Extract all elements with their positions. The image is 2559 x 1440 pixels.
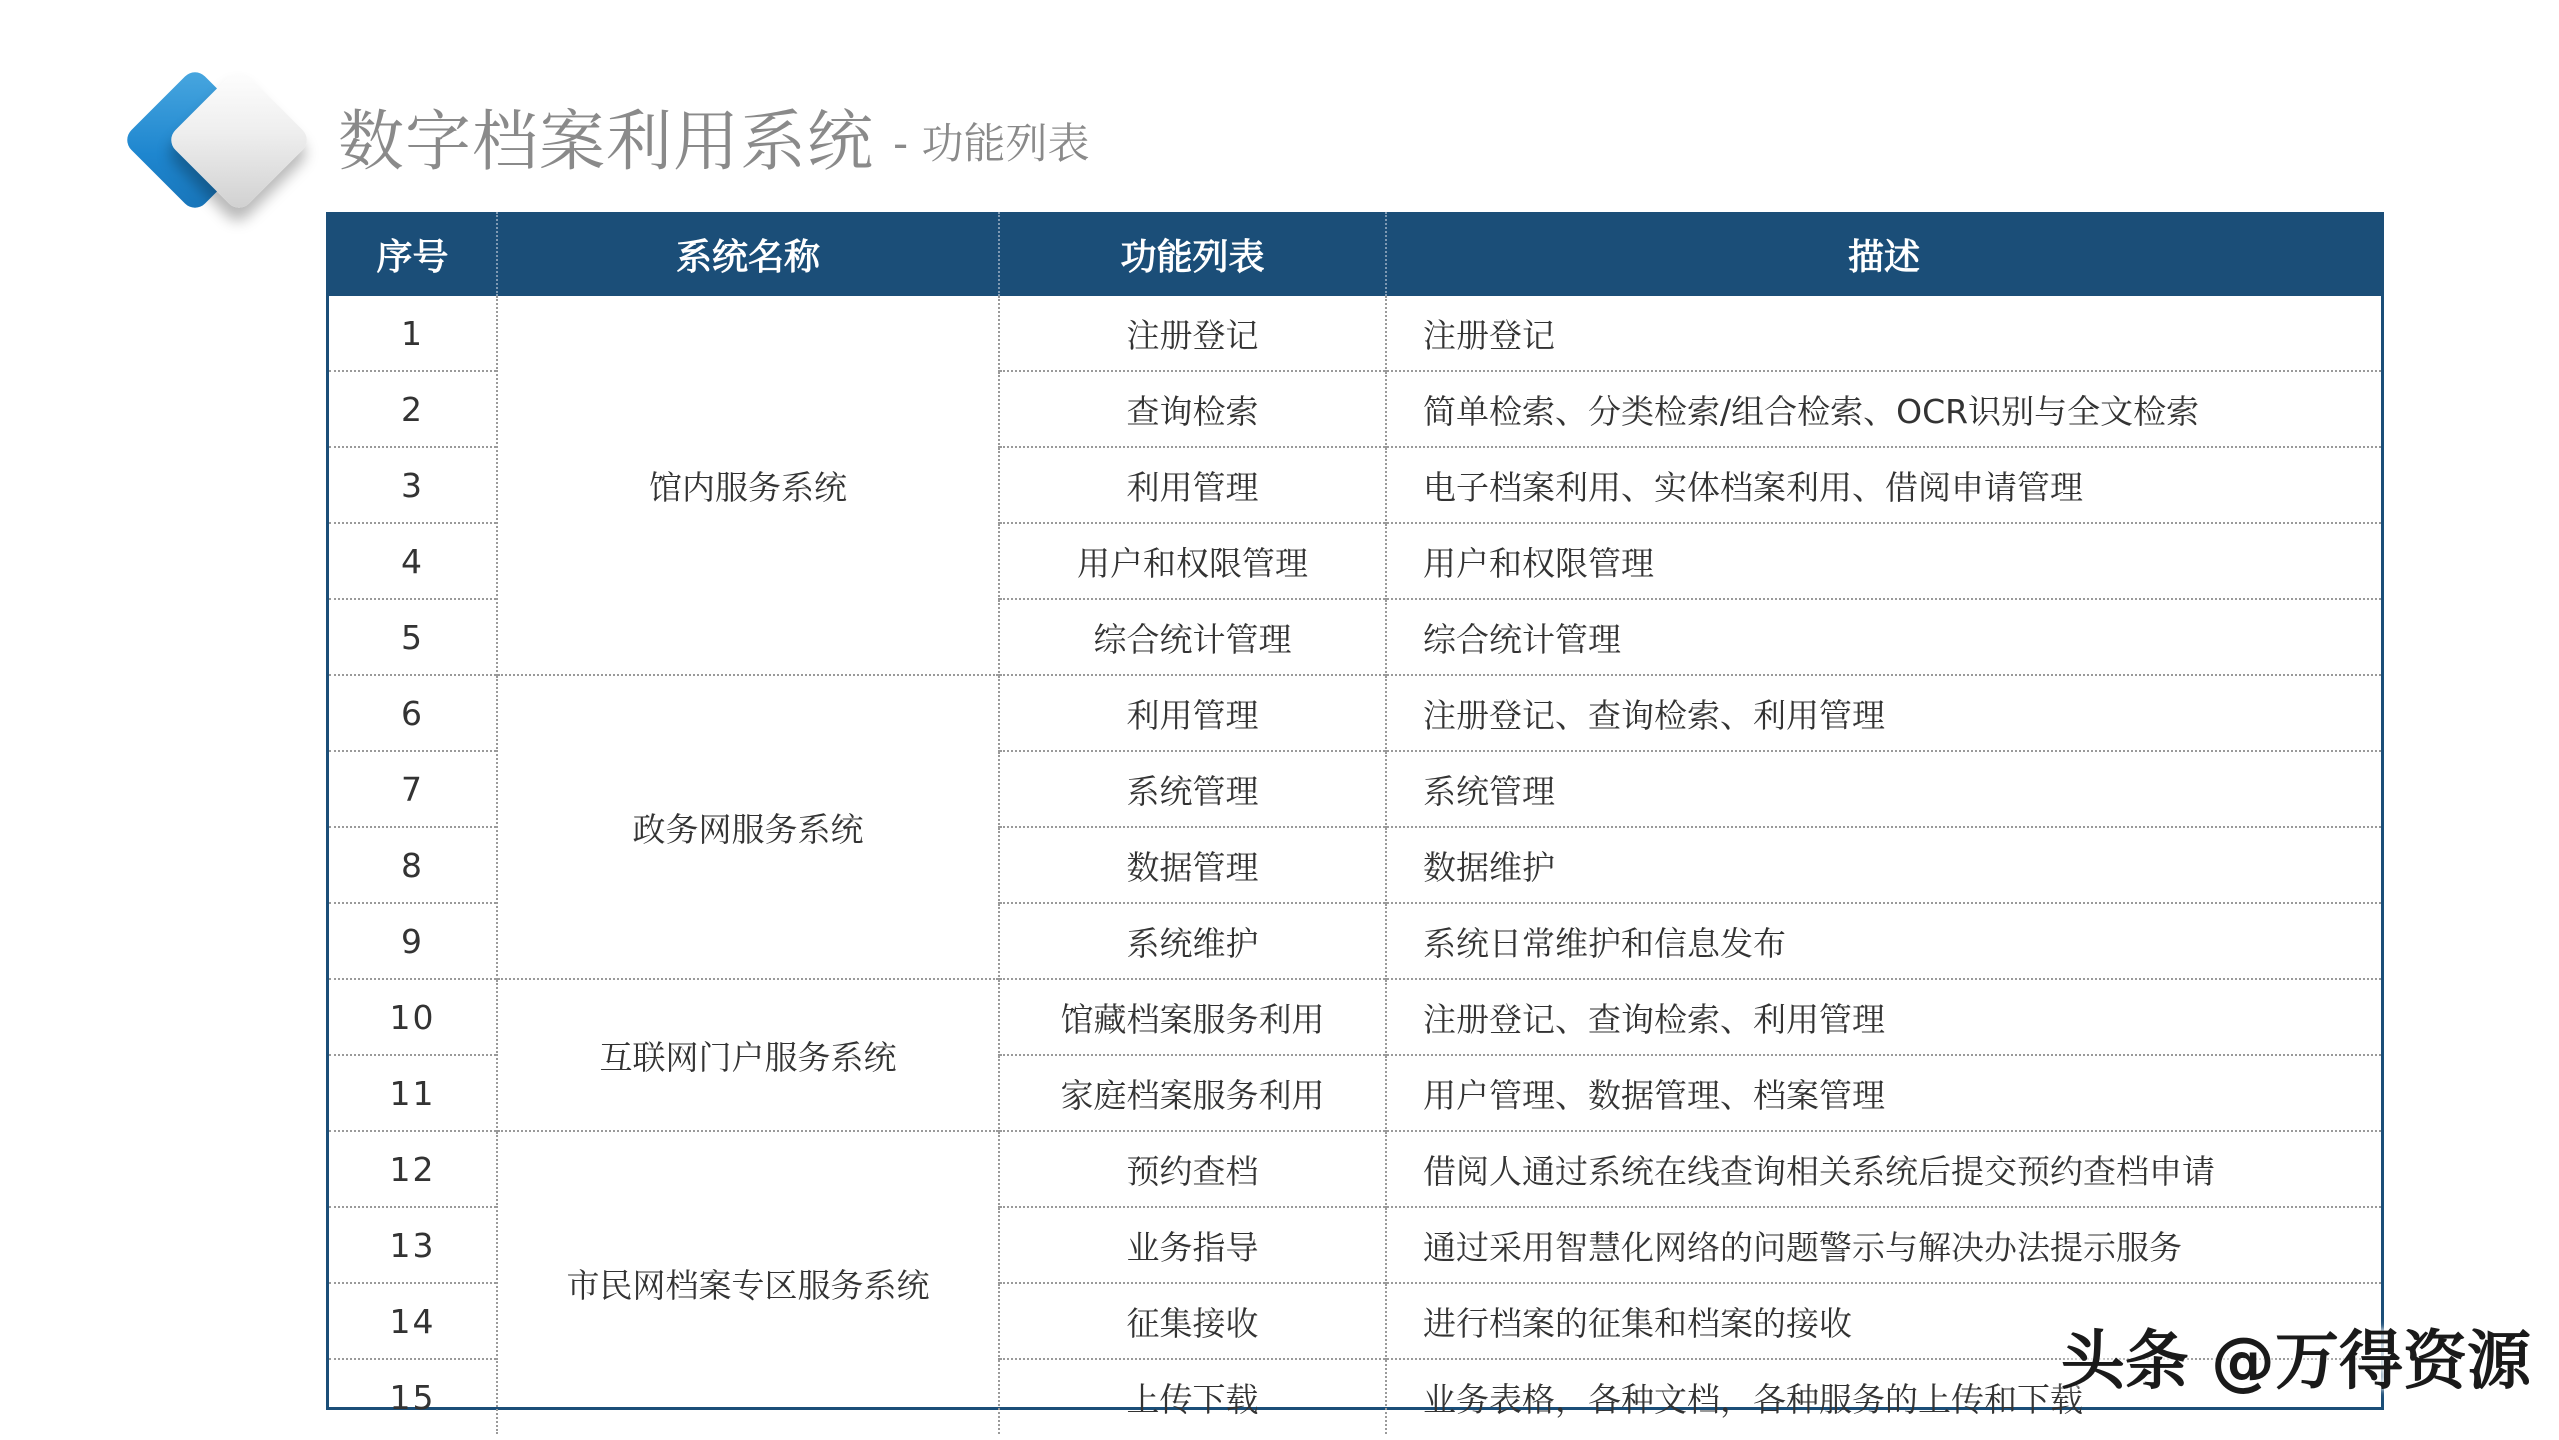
row-function: 家庭档案服务利用 (999, 1055, 1386, 1131)
page-subtitle: - 功能列表 (893, 119, 1090, 168)
row-function: 业务指导 (999, 1207, 1386, 1283)
row-description: 通过采用智慧化网络的问题警示与解决办法提示服务 (1386, 1207, 2381, 1283)
row-function: 利用管理 (999, 447, 1386, 523)
row-description: 借阅人通过系统在线查询相关系统后提交预约查档申请 (1386, 1131, 2381, 1207)
row-seq: 7 (329, 751, 497, 827)
row-function: 馆藏档案服务利用 (999, 979, 1386, 1055)
row-seq: 6 (329, 675, 497, 751)
row-seq: 3 (329, 447, 497, 523)
row-function: 查询检索 (999, 371, 1386, 447)
row-function: 用户和权限管理 (999, 523, 1386, 599)
row-function: 征集接收 (999, 1283, 1386, 1359)
function-table (326, 212, 2384, 1419)
table-body (329, 296, 2381, 1434)
row-function: 系统管理 (999, 751, 1386, 827)
row-seq: 2 (329, 371, 497, 447)
row-description: 综合统计管理 (1386, 599, 2381, 675)
row-seq: 5 (329, 599, 497, 675)
table-row (329, 979, 2381, 1055)
row-seq: 9 (329, 903, 497, 979)
table-row (329, 675, 2381, 751)
column-header-system: 系统名称 (497, 212, 999, 296)
page-title: 数字档案利用系统 (338, 103, 874, 180)
row-description: 业务表格，各种文档，各种服务的上传和下载 (1386, 1359, 2381, 1434)
row-description: 进行档案的征集和档案的接收 (1386, 1283, 2381, 1359)
row-description: 简单检索、分类检索/组合检索、OCR识别与全文检索 (1386, 371, 2381, 447)
table-row (329, 1131, 2381, 1207)
column-header-seq: 序号 (329, 212, 497, 296)
row-seq: 13 (329, 1207, 497, 1283)
function-table-grid (329, 212, 2381, 1434)
row-function: 系统维护 (999, 903, 1386, 979)
row-description: 注册登记、查询检索、利用管理 (1386, 979, 2381, 1055)
logo (125, 70, 325, 230)
row-seq: 10 (329, 979, 497, 1055)
table-header-row (329, 212, 2381, 296)
row-system-name: 馆内服务系统 (497, 296, 999, 675)
row-description: 用户管理、数据管理、档案管理 (1386, 1055, 2381, 1131)
row-description: 注册登记、查询检索、利用管理 (1386, 675, 2381, 751)
row-description: 用户和权限管理 (1386, 523, 2381, 599)
row-seq: 14 (329, 1283, 497, 1359)
row-system-name: 市民网档案专区服务系统 (497, 1131, 999, 1434)
row-seq: 8 (329, 827, 497, 903)
row-system-name: 互联网门户服务系统 (497, 979, 999, 1131)
row-seq: 11 (329, 1055, 497, 1131)
row-seq: 1 (401, 313, 424, 353)
row-function: 预约查档 (999, 1131, 1386, 1207)
row-function: 注册登记 (999, 296, 1386, 371)
row-seq: 12 (329, 1131, 497, 1207)
row-description: 注册登记 (1386, 296, 2381, 371)
row-seq: 4 (329, 523, 497, 599)
row-function: 利用管理 (999, 675, 1386, 751)
row-system-name: 政务网服务系统 (497, 675, 999, 979)
row-description: 系统管理 (1386, 751, 2381, 827)
column-header-function: 功能列表 (999, 212, 1386, 296)
row-description: 数据维护 (1386, 827, 2381, 903)
row-seq: 15 (329, 1359, 497, 1434)
watermark: 头条 @万得资源 (2060, 1325, 2531, 1399)
row-function: 上传下载 (999, 1359, 1386, 1434)
column-header-description: 描述 (1386, 212, 2381, 296)
row-description: 电子档案利用、实体档案利用、借阅申请管理 (1386, 447, 2381, 523)
table-row (329, 296, 2381, 371)
row-function: 综合统计管理 (999, 599, 1386, 675)
row-description: 系统日常维护和信息发布 (1386, 903, 2381, 979)
row-function: 数据管理 (999, 827, 1386, 903)
